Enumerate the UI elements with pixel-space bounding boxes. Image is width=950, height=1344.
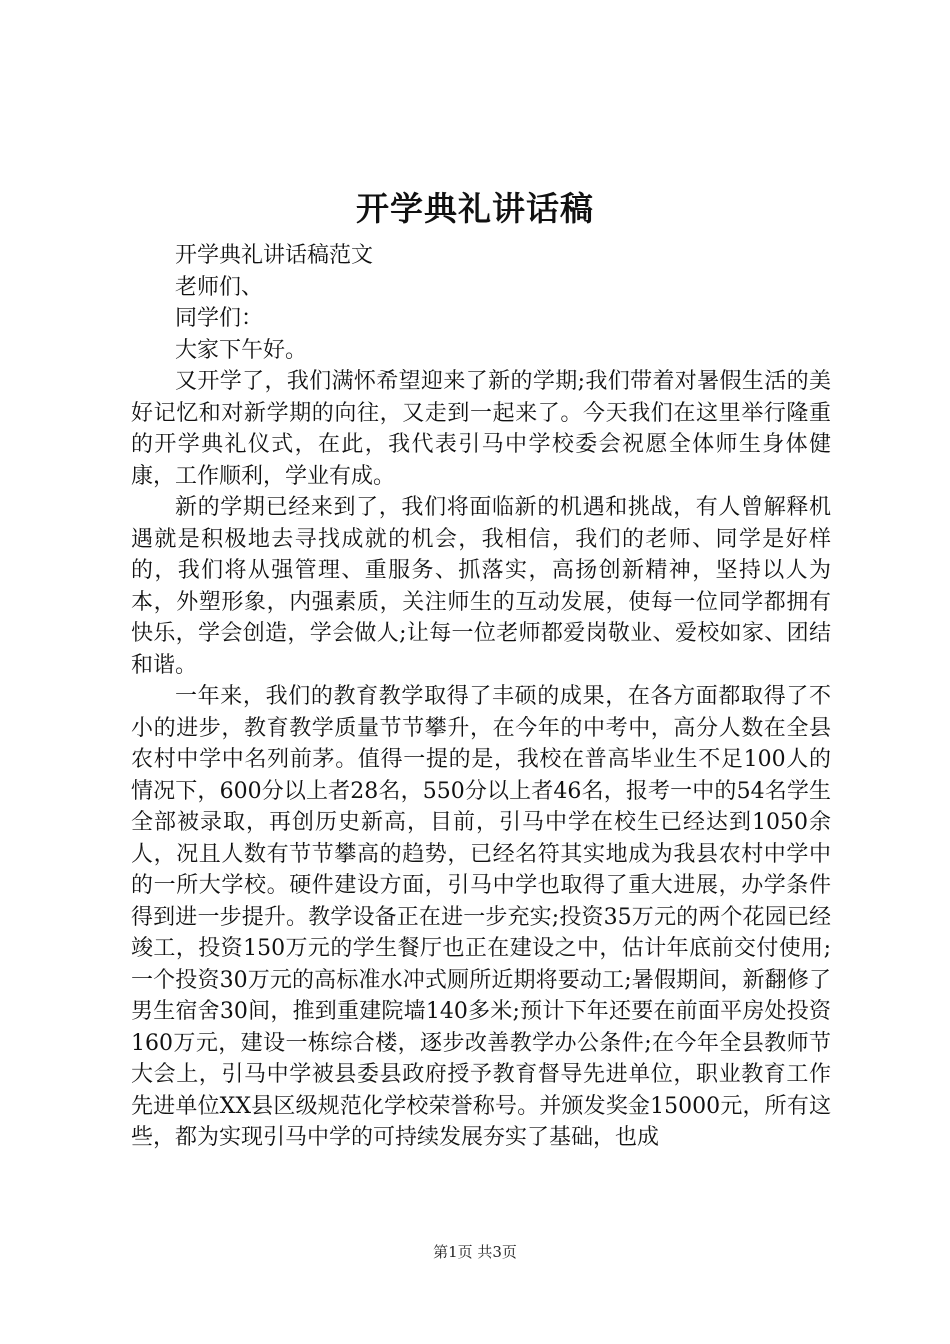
paragraph-subtitle: 开学典礼讲话稿范文 (175, 243, 374, 268)
document-body (131, 240, 831, 1154)
paragraph-achievements: 一年来，我们的教育教学取得了丰硕的成果，在各方面都取得了不小的进步，教育教学质量节节攀升，在今年的中考中，高分人数在全县农村中学中名列前茅。值得一提的是，我校在普高毕业生不足100人的情况下，600分以上者28名，550分以上者46名，报考一中的54名学生全部被录取，再创历史新高，目前，引马中学在校生已经达到1050余人，况且人数有节节攀高的趋势，已经名符其实地成为我县农村中学中的一所大学校。硬件建设方面，引马中学也取得了重大进展，办学条件得到进一步提升。教学设备正在进一步充实;投资35万元的两个花园已经竣工，投资150万元的学生餐厅也正在建设之中，估计年底前交付使用;一个投资30万元的高标准水冲式厕所近期将要动工;暑假期间，新翻修了男生宿舍30间，推到重建院墙140多米;预计下年还要在前面平房处投资160万元，建设一栋综合楼，逐步改善教学办公条件;在今年全县教师节大会上，引马中学被县委县政府授予教育督导先进单位，职业教育工作先进单位XX县区级规范化学校荣誉称号。并颁发奖金15000元，所有这些，都为实现引马中学的可持续发展夯实了基础，也成 (131, 684, 831, 1150)
paragraph-greeting: 大家下午好。 (175, 337, 308, 363)
paragraph-new-semester: 又开学了，我们满怀希望迎来了新的学期;我们带着对暑假生活的美好记忆和对新学期的向往，又走到一起来了。今天我们在这里举行隆重的开学典礼仪式，在此，我代表引马中学校委会祝愿全体师生身体健康，工作顺利，学业有成。 (131, 369, 831, 489)
paragraph-salutation-teachers: 老师们、 (175, 274, 264, 300)
paragraph-salutation-students: 同学们： (175, 306, 264, 331)
document-title: 开学典礼讲话稿 (356, 189, 594, 228)
page-footer: 第1页 共3页 (433, 1243, 517, 1261)
paragraph-opportunities: 新的学期已经来到了，我们将面临新的机遇和挑战，有人曾解释机遇就是积极地去寻找成就的机会，我相信，我们的老师、同学是好样的，我们将从强管理、重服务、抓落实，高扬创新精神，坚持以人为本，外塑形象，内强素质，关注师生的互动发展，使每一位同学都拥有快乐，学会创造，学会做人;让每一位老师都爱岗敬业、爱校如家、团结和谐。 (131, 495, 831, 678)
